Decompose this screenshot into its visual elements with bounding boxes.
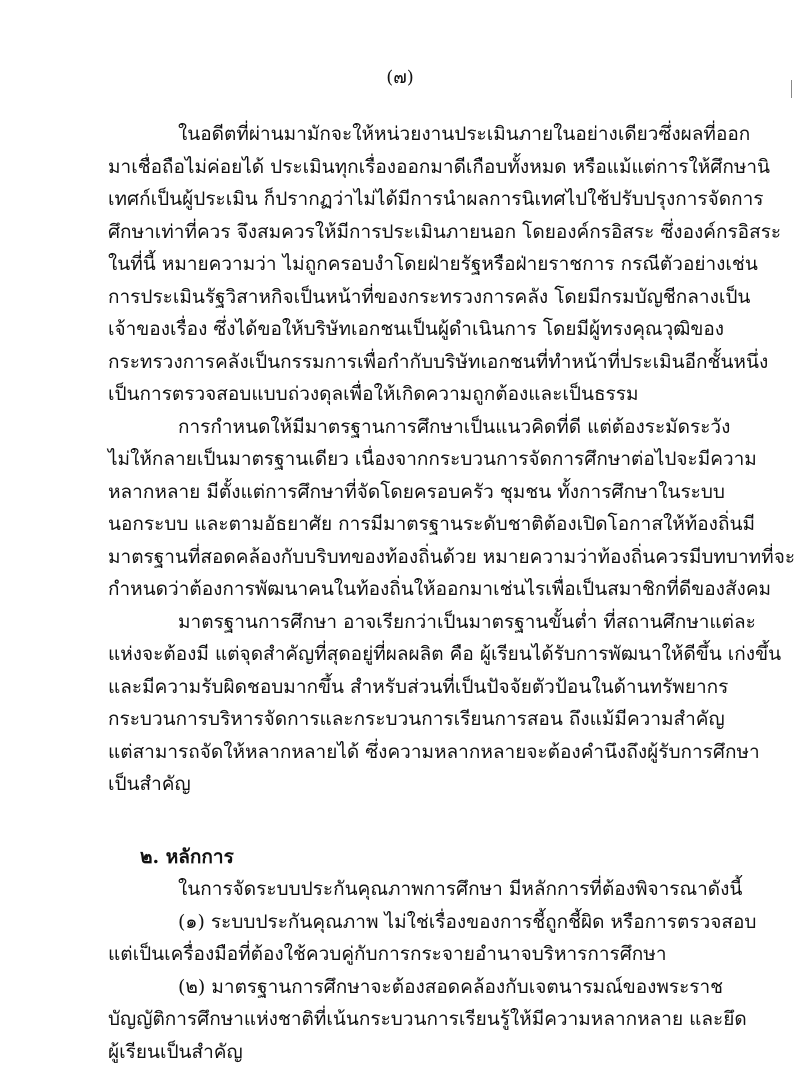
text-line: และมีความรับผิดชอบมากขึ้น สำหรับส่วนที่เป็นปัจจัยตัวป้อนในด้านทรัพยากร <box>108 671 698 704</box>
section-heading: ๒. หลักการ <box>108 841 698 874</box>
text-line: กำหนดว่าต้องการพัฒนาคนในท้องถิ่นให้ออกมาเช่นไรเพื่อเป็นสมาชิกที่ดีของสังคม <box>108 573 698 606</box>
text-line: ในอดีตที่ผ่านมามักจะให้หน่วยงานประเมินภายในอย่างเดียวซึ่งผลที่ออก <box>108 118 698 151</box>
document-body <box>108 118 698 1068</box>
text-line: แห่งจะต้องมี แต่จุดสำคัญที่สุดอยู่ที่ผลผลิต คือ ผู้เรียนได้รับการพัฒนาให้ดีขึ้น เก่งขึ้น <box>108 638 698 671</box>
paragraph-1 <box>108 118 698 411</box>
text-line: กระบวนการบริหารจัดการและกระบวนการเรียนการสอน ถึงแม้มีความสำคัญ <box>108 703 698 736</box>
text-line: เจ้าของเรื่อง ซึ่งได้ขอให้บริษัทเอกชนเป็นผู้ดำเนินการ โดยมีผู้ทรงคุณวุฒิของ <box>108 313 698 346</box>
text-line: มาเชื่อถือไม่ค่อยได้ ประเมินทุกเรื่องออกมาดีเกือบทั้งหมด หรือแม้แต่การให้ศึกษานิ <box>108 151 698 184</box>
section-spacer <box>108 801 698 841</box>
text-line: การกำหนดให้มีมาตรฐานการศึกษาเป็นแนวคิดที่ดี แต่ต้องระมัดระวัง <box>108 411 698 444</box>
paragraph-3 <box>108 606 698 801</box>
text-line: กระทรวงการคลังเป็นกรรมการเพื่อกำกับบริษัทเอกชนที่ทำหน้าที่ประเมินอีกชั้นหนึ่ง <box>108 346 698 379</box>
text-line: (๒) มาตรฐานการศึกษาจะต้องสอดคล้องกับเจตนารมณ์ของพระราช <box>108 971 698 1004</box>
text-line: เป็นสำคัญ <box>108 768 698 801</box>
text-line: (๑) ระบบประกันคุณภาพ ไม่ใช่เรื่องของการชี้ถูกชี้ผิด หรือการตรวจสอบ <box>108 906 698 939</box>
section-intro: ในการจัดระบบประกันคุณภาพการศึกษา มีหลักการที่ต้องพิจารณาดังนี้ <box>108 873 698 906</box>
section-2 <box>108 841 698 1068</box>
principle-item-2 <box>108 971 698 1068</box>
text-line: เป็นการตรวจสอบแบบถ่วงดุลเพื่อให้เกิดความถูกต้องและเป็นธรรม <box>108 378 698 411</box>
margin-mark <box>791 80 792 98</box>
text-line: นอกระบบ และตามอัธยาศัย การมีมาตรฐานระดับชาติต้องเปิดโอกาสให้ท้องถิ่นมี <box>108 508 698 541</box>
text-line: เทศก์เป็นผู้ประเมิน ก็ปรากฏว่าไม่ได้มีการนำผลการนิเทศไปใช้ปรับปรุงการจัดการ <box>108 183 698 216</box>
text-line: แต่เป็นเครื่องมือที่ต้องใช้ควบคู่กับการกระจายอำนาจบริหารการศึกษา <box>108 938 698 971</box>
text-line: มาตรฐานที่สอดคล้องกับบริบทของท้องถิ่นด้วย หมายความว่าท้องถิ่นควรมีบทบาทที่จะ <box>108 541 698 574</box>
text-line: ผู้เรียนเป็นสำคัญ <box>108 1036 698 1068</box>
paragraph-2 <box>108 411 698 606</box>
text-line: การประเมินรัฐวิสาหกิจเป็นหน้าที่ของกระทรวงการคลัง โดยมีกรมบัญชีกลางเป็น <box>108 281 698 314</box>
text-line: ไม่ให้กลายเป็นมาตรฐานเดียว เนื่องจากกระบวนการจัดการศึกษาต่อไปจะมีความ <box>108 443 698 476</box>
page-number: (๗) <box>0 62 800 91</box>
principle-item-1 <box>108 906 698 971</box>
text-line: หลากหลาย มีตั้งแต่การศึกษาที่จัดโดยครอบครัว ชุมชน ทั้งการศึกษาในระบบ <box>108 476 698 509</box>
text-line: ศึกษาเท่าที่ควร จึงสมควรให้มีการประเมินภายนอก โดยองค์กรอิสระ ซึ่งองค์กรอิสระ <box>108 216 698 249</box>
text-line: ในที่นี้ หมายความว่า ไม่ถูกครอบงำโดยฝ่ายรัฐหรือฝ่ายราชการ กรณีตัวอย่างเช่น <box>108 248 698 281</box>
text-line: มาตรฐานการศึกษา อาจเรียกว่าเป็นมาตรฐานขั้นต่ำ ที่สถานศึกษาแต่ละ <box>108 606 698 639</box>
text-line: แต่สามารถจัดให้หลากหลายได้ ซึ่งความหลากหลายจะต้องคำนึงถึงผู้รับการศึกษา <box>108 736 698 769</box>
text-line: บัญญัติการศึกษาแห่งชาติที่เน้นกระบวนการเรียนรู้ให้มีความหลากหลาย และยึด <box>108 1003 698 1036</box>
